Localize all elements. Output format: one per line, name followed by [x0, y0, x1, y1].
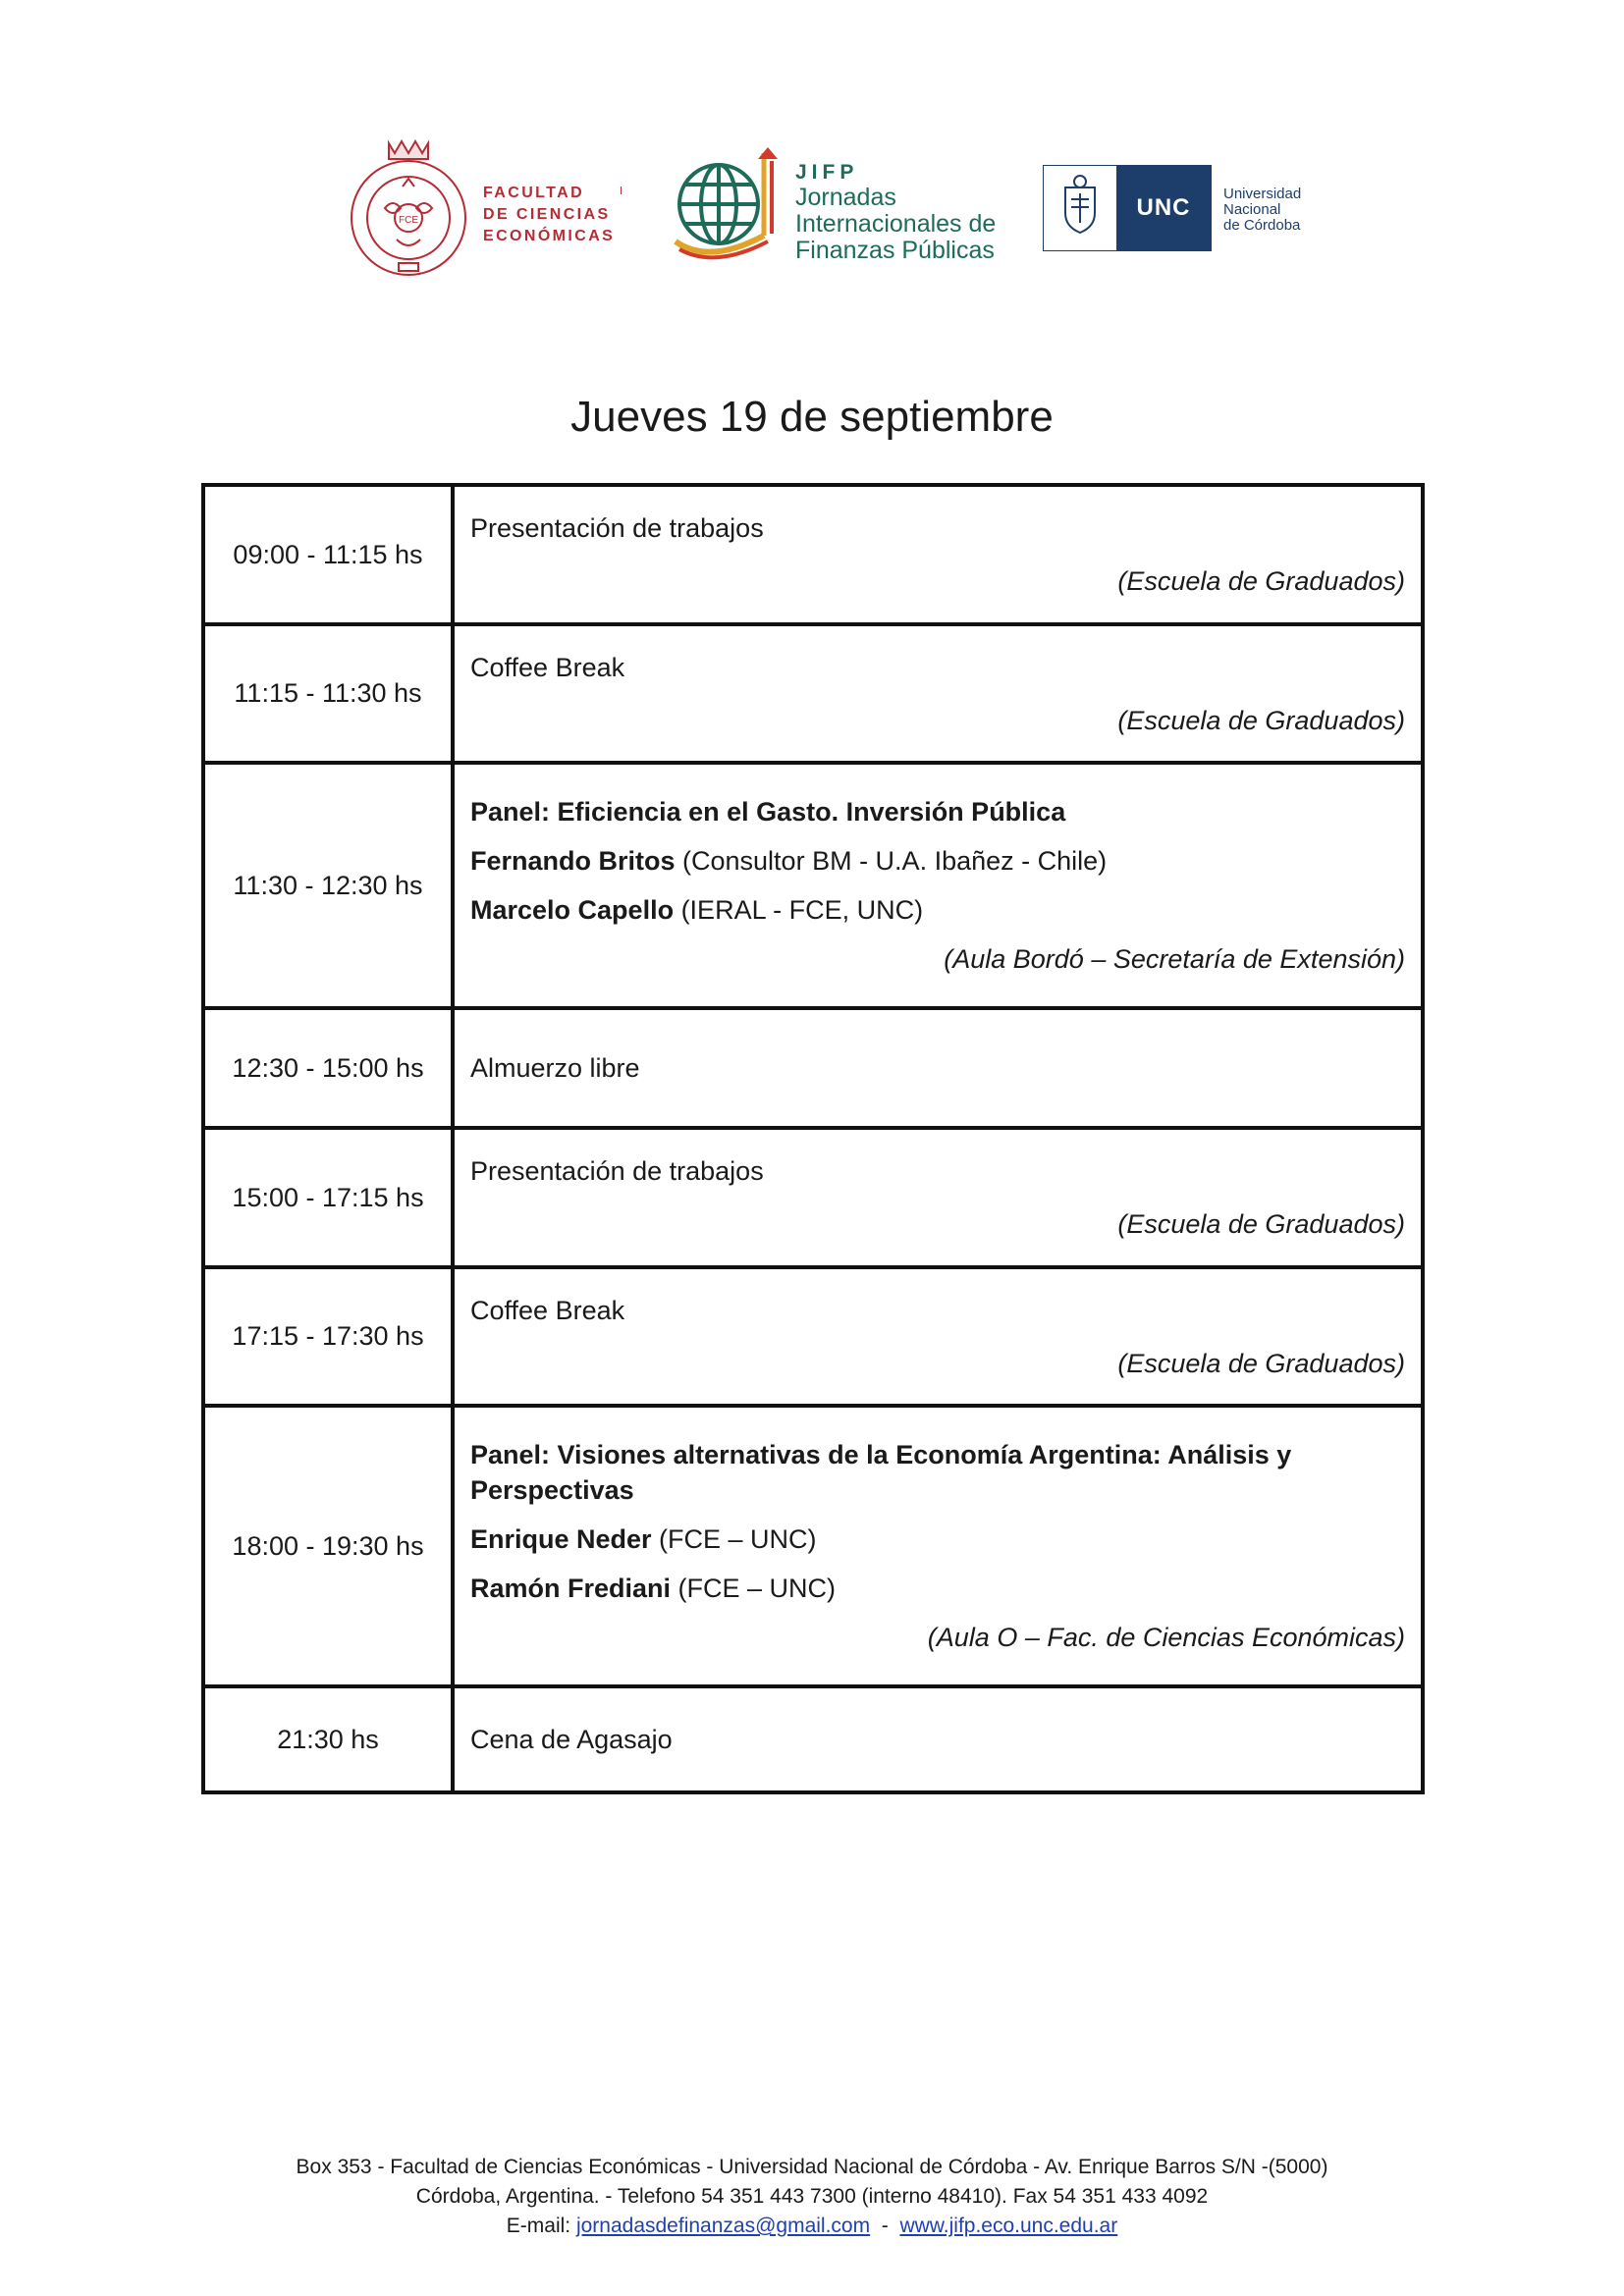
table-row: [203, 1686, 1423, 1792]
divider: [621, 187, 622, 194]
fce-seal-icon: [346, 137, 471, 281]
panel-title: Perspectivas: [470, 1475, 634, 1505]
activity-title: Almuerzo libre: [470, 1053, 640, 1083]
unc-acronym: UNC: [1116, 166, 1211, 250]
header-logos: [346, 135, 1318, 293]
footer-address: Box 353 - Facultad de Ciencias Económicas - Universidad Nacional de Córdoba - Av. Enrique Barros S/N -(5000): [296, 2156, 1328, 2178]
schedule-table: [201, 483, 1425, 1794]
activity-cell: [453, 1008, 1423, 1128]
speaker-affiliation: (FCE – UNC): [651, 1524, 817, 1554]
time-cell: 12:30 - 15:00 hs: [203, 1008, 453, 1128]
unc-name-line: de Córdoba: [1223, 217, 1301, 234]
speaker-affiliation: (IERAL - FCE, UNC): [674, 895, 924, 925]
time-cell: 21:30 hs: [203, 1686, 453, 1792]
website-link[interactable]: www.jifp.eco.unc.edu.ar: [899, 2215, 1118, 2237]
activity-cell: [453, 1406, 1423, 1686]
speaker: [470, 1571, 1405, 1606]
unc-crest-icon: [1044, 166, 1116, 250]
activity-title: Presentación de trabajos: [470, 513, 764, 543]
page-title: Jueves 19 de septiembre: [570, 393, 1054, 441]
table-row: [203, 763, 1423, 1008]
footer-contact: Córdoba, Argentina. - Telefono 54 351 443 7300 (interno 48410). Fax 54 351 433 4092: [415, 2185, 1209, 2208]
speaker: [470, 892, 1405, 928]
time-cell: 11:30 - 12:30 hs: [203, 763, 453, 1008]
panel-title: Panel: Visiones alternativas de la Economía Argentina: Análisis y: [470, 1440, 1292, 1469]
jifp-name-line: Internacionales de: [795, 210, 997, 238]
activity-cell: [453, 1128, 1423, 1267]
speaker-name: Fernando Britos: [470, 846, 676, 876]
activity-location: (Escuela de Graduados): [1117, 566, 1405, 596]
jifp-acronym: JIFP: [795, 161, 859, 184]
jifp-name-line: Finanzas Públicas: [795, 237, 995, 264]
time-cell: 09:00 - 11:15 hs: [203, 485, 453, 624]
activity-location: (Aula Bordó – Secretaría de Extensión): [944, 944, 1405, 974]
globe-chart-icon: [670, 147, 785, 263]
footer: [0, 2153, 1624, 2241]
activity-cell: [453, 624, 1423, 763]
fce-name-line: ECONÓMICAS: [483, 228, 616, 244]
table-row: [203, 1406, 1423, 1686]
activity-location: (Escuela de Graduados): [1117, 1348, 1405, 1378]
unc-crest: [1044, 166, 1116, 250]
activity-cell: [453, 485, 1423, 624]
speaker: [470, 843, 1405, 879]
table-row: [203, 1008, 1423, 1128]
unc-logo: [1043, 165, 1318, 255]
jifp-name: [795, 161, 996, 264]
activity-cell: [453, 763, 1423, 1008]
time-cell: 17:15 - 17:30 hs: [203, 1267, 453, 1406]
speaker-affiliation: (FCE – UNC): [671, 1574, 837, 1603]
fce-name-line: DE CIENCIAS: [483, 206, 611, 223]
link-separator: -: [870, 2215, 900, 2237]
unc-badge: [1043, 165, 1212, 251]
speaker-name: Marcelo Capello: [470, 895, 675, 925]
time-cell: 18:00 - 19:30 hs: [203, 1406, 453, 1686]
activity-cell: [453, 1267, 1423, 1406]
speaker: [470, 1522, 1405, 1557]
table-row: [203, 485, 1423, 624]
activity-location: (Escuela de Graduados): [1117, 1209, 1405, 1239]
svg-text:FCE: FCE: [399, 215, 418, 226]
fce-name-line: FACULTAD: [483, 185, 585, 201]
speaker-name: Enrique Neder: [470, 1524, 652, 1554]
activity-title: Coffee Break: [470, 1295, 625, 1325]
activity-title: Cena de Agasajo: [470, 1725, 673, 1754]
unc-name: [1223, 187, 1301, 234]
time-cell: 15:00 - 17:15 hs: [203, 1128, 453, 1267]
unc-name-line: Nacional: [1223, 201, 1281, 218]
jifp-logo: [670, 147, 1003, 275]
time-cell: 11:15 - 11:30 hs: [203, 624, 453, 763]
jifp-name-line: Jornadas: [795, 184, 896, 211]
table-row: [203, 1128, 1423, 1267]
table-row: [203, 624, 1423, 763]
fce-name: [483, 183, 615, 247]
table-row: [203, 1267, 1423, 1406]
activity-cell: [453, 1686, 1423, 1792]
speaker-affiliation: (Consultor BM - U.A. Ibañez - Chile): [675, 846, 1108, 876]
email-link[interactable]: jornadasdefinanzas@gmail.com: [575, 2215, 871, 2237]
activity-location: (Escuela de Graduados): [1117, 705, 1405, 735]
fce-logo: [346, 135, 640, 283]
activity-title: Presentación de trabajos: [470, 1156, 764, 1186]
email-label: E-mail:: [506, 2215, 576, 2237]
activity-title: Coffee Break: [470, 652, 625, 682]
activity-location: (Aula O – Fac. de Ciencias Económicas): [927, 1623, 1405, 1652]
panel-title: Panel: Eficiencia en el Gasto. Inversión Pública: [470, 797, 1066, 827]
unc-name-line: Universidad: [1223, 186, 1302, 202]
footer-links: [0, 2212, 1624, 2241]
speaker-name: Ramón Frediani: [470, 1574, 672, 1603]
